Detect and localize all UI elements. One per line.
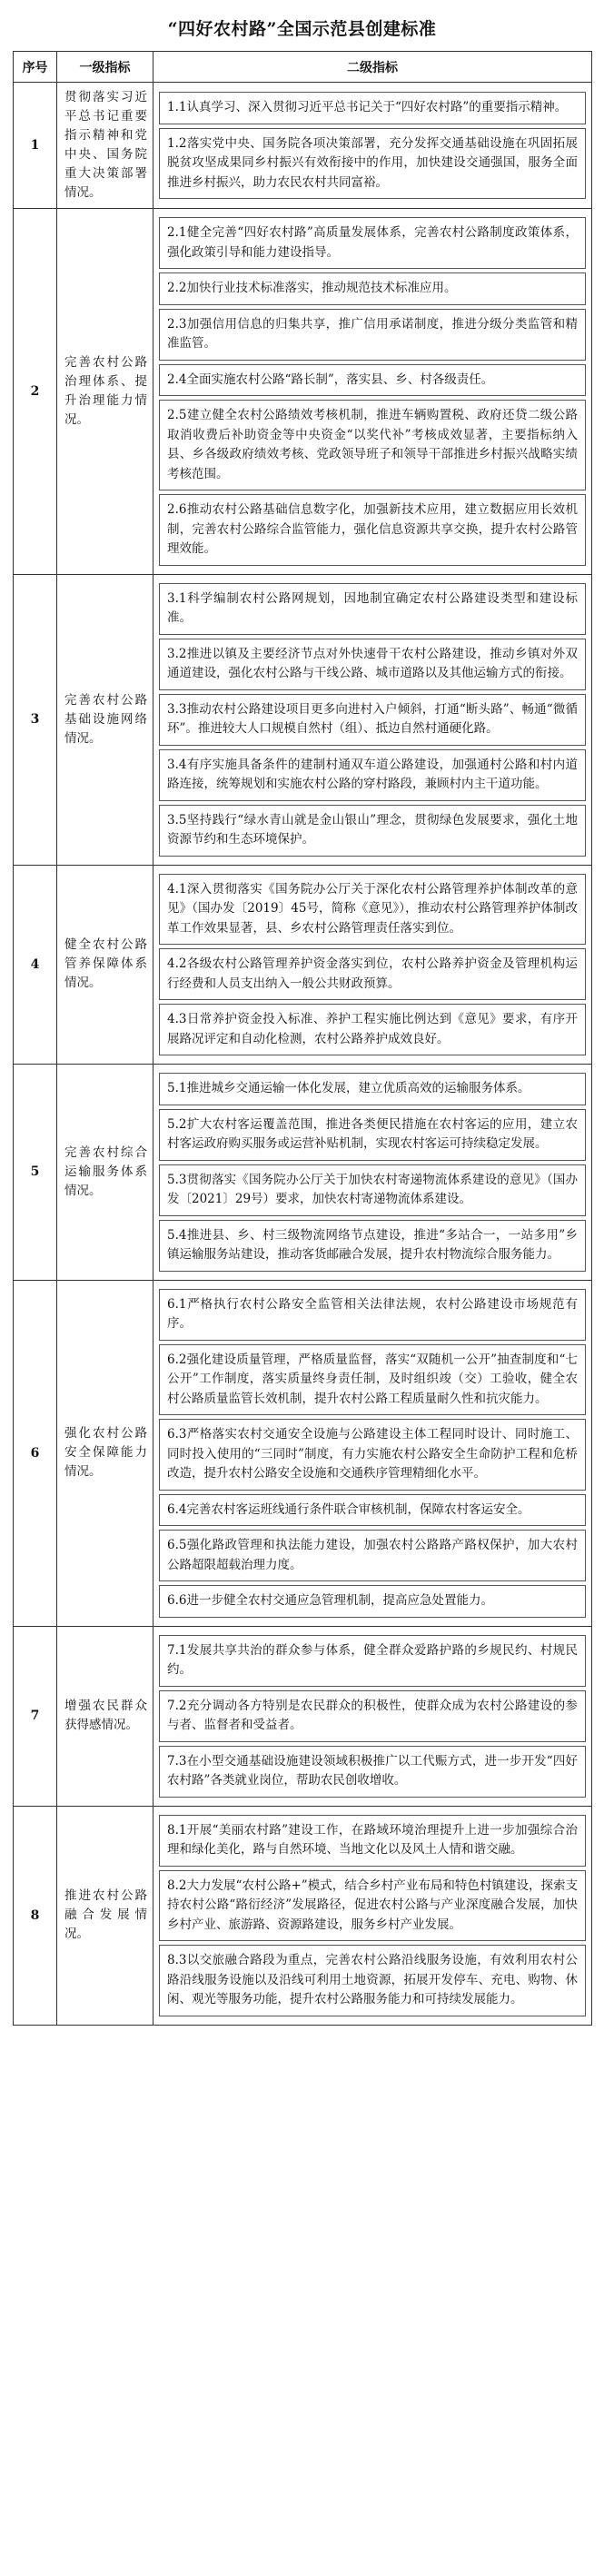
level2-item: 1.1认真学习、深入贯彻习近平总书记关于“四好农村路”的重要指示精神。 (159, 92, 586, 124)
level2-indicators (153, 1280, 592, 1626)
header-no: 序号 (14, 52, 57, 83)
level1-indicator: 完善农村公路治理体系、提升治理能力情况。 (57, 209, 153, 575)
table-body (14, 83, 592, 2026)
level2-item: 2.6推动农村公路基础信息数字化，加强新技术应用，建立数据应用长效机制，完善农村公路综合监管能力，强化信息资源共享交换，提升农村公路管理效能。 (159, 494, 586, 566)
table-row (14, 1806, 592, 2025)
table-row (14, 83, 592, 209)
level2-indicators (153, 83, 592, 209)
level2-indicators (153, 1065, 592, 1281)
level1-indicator: 健全农村公路管养保障体系情况。 (57, 865, 153, 1065)
level2-item: 2.2加快行业技术标准落实，推动规范技术标准应用。 (159, 272, 586, 305)
level2-item: 3.1科学编制农村公路网规划，因地制宜确定农村公路建设类型和建设标准。 (159, 583, 586, 635)
level2-item: 6.2强化建设质量管理，严格质量监督，落实“双随机一公开”抽查制度和“七公开”工作制度，落实质量终身责任制，及时组织竣（交）工验收，健全农村公路质量监管长效机制，提升农村公路工程质量耐久性和抗灾能力。 (159, 1344, 586, 1416)
level2-item: 2.1健全完善“四好农村路”高质量发展体系，完善农村公路制度政策体系，强化政策引导和能力建设指导。 (159, 217, 586, 269)
row-number: 1 (14, 83, 57, 209)
level2-item: 4.3日常养护资金投入标准、养护工程实施比例达到《意见》要求，有序开展路况评定和自动化检测，农村公路养护成效良好。 (159, 1004, 586, 1055)
level2-indicators (153, 209, 592, 575)
level2-item: 7.2充分调动各方特别是农民群众的积极性，使群众成为农村公路建设的参与者、监督者和受益者。 (159, 1690, 586, 1742)
level2-item: 3.5坚持践行“绿水青山就是金山银山”理念，贯彻绿色发展要求，强化土地资源节约和生态环境保护。 (159, 805, 586, 857)
level2-item: 3.3推动农村公路建设项目更多向进村入户倾斜，打通“断头路”、畅通“微循环”。推进较大人口规模自然村（组）、抵边自然村通硬化路。 (159, 694, 586, 746)
level2-item: 8.3以交旅融合路段为重点，完善农村公路沿线服务设施，有效利用农村公路沿线服务设施以及沿线可利用土地资源，拓展开发停车、充电、购物、休闲、观光等服务功能，提升农村公路服务能力和可持续发展能力。 (159, 1945, 586, 2016)
level2-item: 5.3贯彻落实《国务院办公厅关于加快农村寄递物流体系建设的意见》（国办发〔2021〕29号）要求，加快农村寄递物流体系建设。 (159, 1164, 586, 1216)
level2-indicators (153, 1626, 592, 1806)
level2-indicators (153, 865, 592, 1065)
table-row (14, 1280, 592, 1626)
level2-item: 1.2落实党中央、国务院各项决策部署，充分发挥交通基础设施在巩固拓展脱贫攻坚成果同乡村振兴有效衔接中的作用，加快建设交通强国，服务全面推进乡村振兴，助力农民农村共同富裕。 (159, 128, 586, 200)
level2-item: 6.4完善农村客运班线通行条件联合审核机制，保障农村客运安全。 (159, 1494, 586, 1527)
level2-item: 6.5强化路政管理和执法能力建设，加强农村公路路产路权保护，加大农村公路超限超载治理力度。 (159, 1530, 586, 1581)
header-level2: 二级指标 (153, 52, 592, 83)
row-number: 3 (14, 574, 57, 865)
level2-item: 2.5建立健全农村公路绩效考核机制，推进车辆购置税、政府还贷二级公路取消收费后补助资金等中央资金“以奖代补”考核成效显著，主要指标纳入县、乡各级政府绩效考核、党政领导班子和领导干部推进乡村振兴战略实绩考核范围。 (159, 400, 586, 490)
level2-indicators (153, 574, 592, 865)
level2-item: 8.1开展“美丽农村路”建设工作，在路域环境治理提升上进一步加强综合治理和绿化美化，路与自然环境、当地文化以及风土人情和谐交融。 (159, 1815, 586, 1867)
row-number: 5 (14, 1065, 57, 1281)
level2-item: 7.1发展共享共治的群众参与体系，健全群众爱路护路的乡规民约、村规民约。 (159, 1635, 586, 1687)
level1-indicator: 强化农村公路安全保障能力情况。 (57, 1280, 153, 1626)
table-row (14, 1626, 592, 1806)
level2-item: 2.4全面实施农村公路“路长制”，落实县、乡、村各级责任。 (159, 364, 586, 397)
page-title: “四好农村路”全国示范县创建标准 (167, 19, 437, 39)
level2-item: 5.1推进城乡交通运输一体化发展，建立优质高效的运输服务体系。 (159, 1073, 586, 1105)
level1-indicator: 完善农村公路基础设施网络情况。 (57, 574, 153, 865)
standards-table (13, 51, 592, 2026)
level2-indicators (153, 1806, 592, 2025)
table-row (14, 574, 592, 865)
table-header-row (14, 52, 592, 83)
row-number: 8 (14, 1806, 57, 2025)
table-row (14, 1065, 592, 1281)
table-row (14, 209, 592, 575)
row-number: 6 (14, 1280, 57, 1626)
level2-item: 6.6进一步健全农村交通应急管理机制，提高应急处置能力。 (159, 1585, 586, 1618)
level1-indicator: 贯彻落实习近平总书记重要指示精神和党中央、国务院重大决策部署情况。 (57, 83, 153, 209)
level2-item: 5.4推进县、乡、村三级物流网络节点建设，推进“多站合一，一站多用”乡镇运输服务站建设，推动客货邮融合发展，提升农村物流综合服务能力。 (159, 1220, 586, 1272)
level1-indicator: 推进农村公路融合发展情况。 (57, 1806, 153, 2025)
level2-item: 6.1严格执行农村公路安全监管相关法律法规，农村公路建设市场规范有序。 (159, 1289, 586, 1341)
row-number: 7 (14, 1626, 57, 1806)
level1-indicator: 增强农民群众获得感情况。 (57, 1626, 153, 1806)
row-number: 2 (14, 209, 57, 575)
level2-item: 8.2大力发展“农村公路+”模式，结合乡村产业布局和特色村镇建设，探索支持农村公路“路衍经济”发展路径，促进农村公路与产业深度融合发展，加快乡村产业、旅游路、资源路建设，服务乡村产业发展。 (159, 1870, 586, 1942)
table-row (14, 865, 592, 1065)
level2-item: 7.3在小型交通基础设施建设领域积极推广以工代赈方式，进一步开发“四好农村路”各类就业岗位，帮助农民创收增收。 (159, 1746, 586, 1798)
level2-item: 6.3严格落实农村交通安全设施与公路建设主体工程同时设计、同时施工、同时投入使用的“三同时”制度，有力实施农村公路安全生命防护工程和危桥改造，提升农村公路安全设施和交通秩序管理精细化水平。 (159, 1419, 586, 1491)
level2-item: 2.3加强信用信息的归集共享，推广信用承诺制度，推进分级分类监管和精准监管。 (159, 309, 586, 361)
level2-item: 4.1深入贯彻落实《国务院办公厅关于深化农村公路管理养护体制改革的意见》（国办发〔2019〕45号，简称《意见》），推动农村公路管理养护体制改革工作效果显著，县、乡农村公路管理责任落实到位。 (159, 874, 586, 946)
level1-indicator: 完善农村综合运输服务体系情况。 (57, 1065, 153, 1281)
level2-item: 3.2推进以镇及主要经济节点对外快速骨干农村公路建设，推动乡镇对外双通道建设，强化农村公路与干线公路、城市道路以及其他运输方式的衔接。 (159, 639, 586, 690)
level2-item: 3.4有序实施具备条件的建制村通双车道公路建设，加强通村公路和村内道路连接，统筹规划和实施农村公路的穿村路段，兼顾村内主干道功能。 (159, 749, 586, 801)
level2-item: 4.2各级农村公路管理养护资金落实到位，农村公路养护资金及管理机构运行经费和人员支出纳入一般公共财政预算。 (159, 948, 586, 1000)
row-number: 4 (14, 865, 57, 1065)
level2-item: 5.2扩大农村客运覆盖范围，推进各类便民措施在农村客运的应用，建立农村客运政府购买服务或运营补贴机制，实现农村客运可持续稳定发展。 (159, 1109, 586, 1161)
header-level1: 一级指标 (57, 52, 153, 83)
